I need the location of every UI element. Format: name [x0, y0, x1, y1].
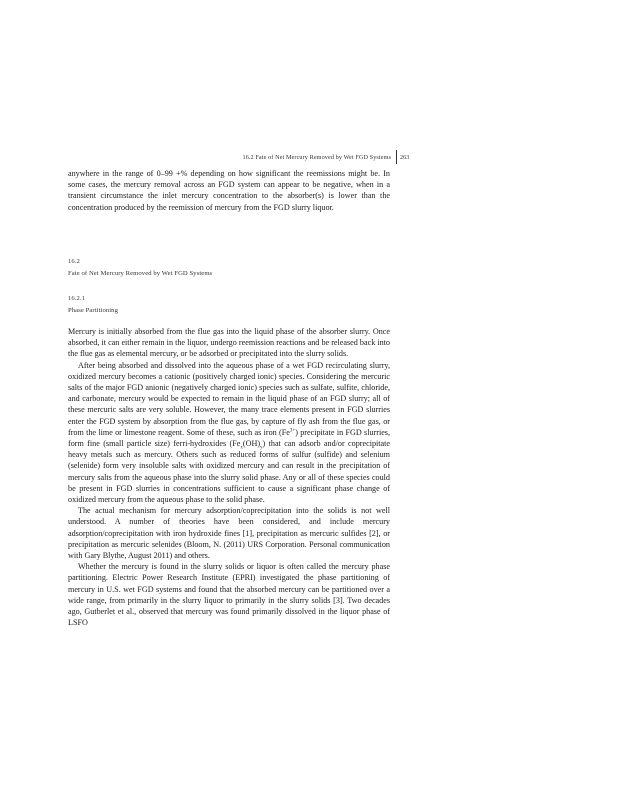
- body-paragraph-1: Mercury is initially absorbed from the flue gas into the liquid phase of the absorber slurry. Once absorbed, it can either remain in the liquor, undergo reemission reactions and be released back into the flue gas as elemental mercury, or be adsorbed or precipitated into the slurry solids.: [68, 327, 390, 359]
- subsection-heading: [68, 293, 118, 317]
- paragraph-2-text-a: After being absorbed and dissolved into the aqueous phase of a wet FGD recirculating slurry, oxidized mercury becomes a cationic (positively charged ionic) species. Considering the mercuric salts of the major FGD anionic (negatively charged ionic) species such as sulfate, sulfite, chloride, and carbonate, mercury would be expected to remain in the liquid phase of an FGD slurry; all of these mercuric salts are very soluble. However, the many trace elements present in FGD slurries enter the FGD system by absorption from the flue gas, by capture of fly ash from the flue gas, or from the lime or limestone reagent. Some of these, such as iron (Fe: [68, 360, 390, 437]
- running-header: [68, 152, 410, 166]
- paragraph-2-text-d: ) that can adsorb and/or coprecipitate heavy metals such as mercury. Others such as reduced forms of sulfur (sulfide) and selenium (selenide) form very insoluble salts with oxidized mercury and can result in the precipitation of mercury salts from the aqueous phase into the slurry solid phase. Any or all of these species could be present in FGD slurries in concentrations sufficient to cause a significant phase change of oxidized mercury from the aqueous phase to the solid phase.: [68, 439, 390, 505]
- subsection-title: Phase Partitioning: [68, 307, 118, 314]
- body-paragraph-3: The actual mechanism for mercury adsorption/coprecipitation into the solids is not well understood. A number of theories have been considered, and include mercury adsorption/coprecipitation with iron hydroxide fines [1], precipitation as mercuric sulfides [2], or precipitation as mercuric selenides (Bloom, N. (2011) URS Corporation. Personal communication with Gary Blythe, August 2011) and others.: [68, 506, 390, 561]
- section-number: 16.2: [68, 258, 80, 265]
- iron-charge-superscript: 3+: [289, 428, 296, 434]
- paragraph-2-text-c: (OH): [242, 439, 261, 449]
- page-number: 263: [400, 154, 410, 161]
- intro-paragraph-block: [68, 168, 390, 213]
- subscript-y: y: [260, 445, 263, 451]
- running-title: 16.2 Fate of Net Mercury Removed by Wet FGD Systems: [242, 154, 391, 161]
- paragraph-2-text-b: ) precipitate in FGD slurries, form fine (small particle size) ferri-hydroxides (Fe: [68, 427, 390, 449]
- body-paragraph-2: [68, 360, 390, 506]
- intro-paragraph: anywhere in the range of 0–99 +% depending on how significant the reemissions might be. In some cases, the mercury removal across an FGD system can appear to be negative, when in a transient circumstance the inlet mercury concentration to the absorber(s) is lower than the concentration produced by the reemission of mercury from the FGD slurry liquor.: [68, 169, 390, 212]
- subscript-x: x: [240, 445, 243, 451]
- section-title: Fate of Net Mercury Removed by Wet FGD Systems: [68, 270, 213, 277]
- header-divider: [396, 150, 397, 164]
- subsection-number: 16.2.1: [68, 295, 86, 302]
- section-heading: [68, 256, 212, 280]
- body-text: [68, 326, 390, 628]
- body-paragraph-4: Whether the mercury is found in the slurry solids or liquor is often called the mercury phase partitioning. Electric Power Research Institute (EPRI) investigated the phase partitioning of mercury in U.S. wet FGD systems and found that the absorbed mercury can be partitioned over a wide range, from primarily in the slurry liquor to primarily in the slurry solids [3]. Two decades ago, Gutberlet et al., observed that mercury was found primarily dissolved in the liquor phase of LSFO: [68, 562, 390, 628]
